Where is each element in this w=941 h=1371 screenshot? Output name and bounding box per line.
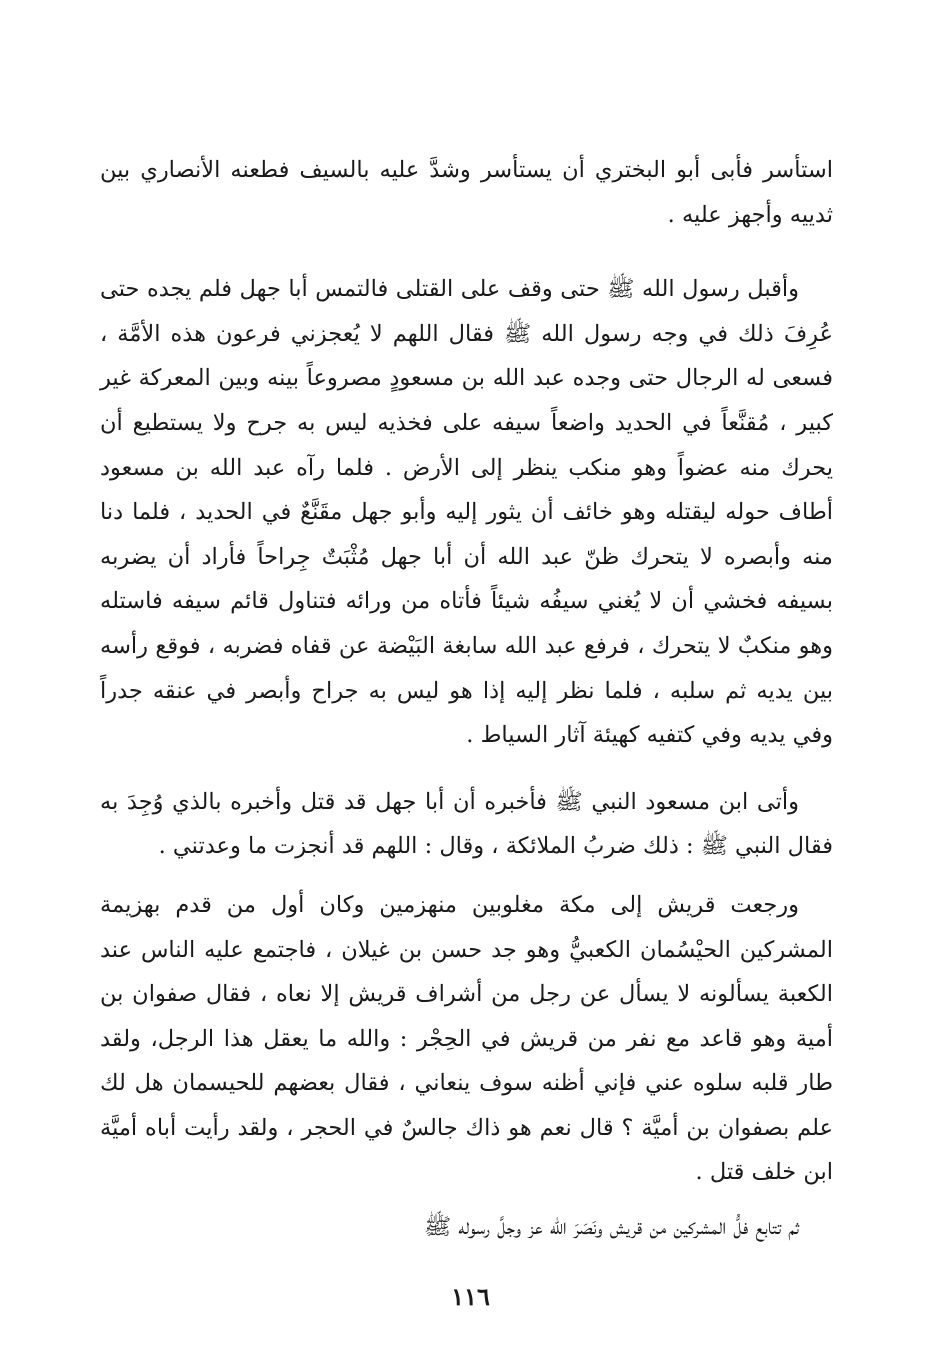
page-body	[100, 148, 833, 1250]
paragraph-1: استأسر فأبى أبو البختري أن يستأسر وشدَّ عليه بالسيف فطعنه الأنصاري بين ثدييه وأجهز عليه .	[100, 157, 833, 228]
page-number: ١١٦	[451, 1282, 490, 1311]
paragraph-2: وأقبل رسول الله ﷺ حتى وقف على القتلى فالتمس أبا جهل فلم يجده حتى عُرِفَ ذلك في وجه رسول الله ﷺ فقال اللهم لا يُعجزني فرعون هذه الأمَّة ، فسعى له الرجال حتى وجده عبد الله بن مسعودٍ مصروعاً بينه وبين المعركة غير كبير ، مُقنَّعاً في الحديد واضعاً سيفه على فخذيه ليس به جرح ولا يستطيع أن يحرك منه عضواً وهو منكب ينظر إلى الأرض . فلما رآه عبد الله بن مسعود أطاف حوله ليقتله وهو خائف أن يثور إليه وأبو جهل مقَنَّعٌ في الحديد ، فلما دنا منه وأبصره لا يتحرك ظنّ عبد الله أن أبا جهل مُثْبَتٌ جِراحاً فأراد أن يضربه بسيفه فخشي أن لا يُغني سيفُه شيئاً فأتاه من ورائه فتناول قائم سيفه فاستله وهو منكبٌ لا يتحرك ، فرفع عبد الله سابغة البَيْضة عن قفاه فضربه ، فوقع رأسه بين يديه ثم سلبه ، فلما نظر إليه إذا هو ليس به جراح وأبصر في عنقه جدراً وفي يديه وفي كتفيه كهيئة آثار السياط .	[100, 276, 833, 749]
paragraph-5: ثم تتابع فلُّ المشركين من قريش ونَصَرَ الله عز وجلَّ رسوله ﷺ	[424, 1214, 799, 1241]
paragraph-4: ورجعت قريش إلى مكة مغلوبين منهزمين وكان أول من قدم بهزيمة المشركين الحيْسُمان الكعبيُّ وهو جد حسن بن غيلان ، فاجتمع عليه الناس عند الكعبة يسألونه لا يسأل عن رجل من أشراف قريش إلا نعاه ، فقال صفوان بن أمية وهو قاعد مع نفر من قريش في الحِجْر : والله ما يعقل هذا الرجل، ولقد طار قلبه سلوه عني فإني أظنه سوف ينعاني ، فقال بعضهم للحيسمان هل لك علم بصفوان بن أميَّة ؟ قال نعم هو ذاك جالسٌ في الحجر ، ولقد رأيت أباه أميَّة ابن خلف قتل .	[100, 891, 833, 1186]
paragraph-3: وأتى ابن مسعود النبي ﷺ فأخبره أن أبا جهل قد قتل وأخبره بالذي وُجِدَ به فقال النبي ﷺ : ذلك ضربُ الملائكة ، وقال : اللهم قد أنجزت ما وعدتني .	[100, 788, 833, 860]
